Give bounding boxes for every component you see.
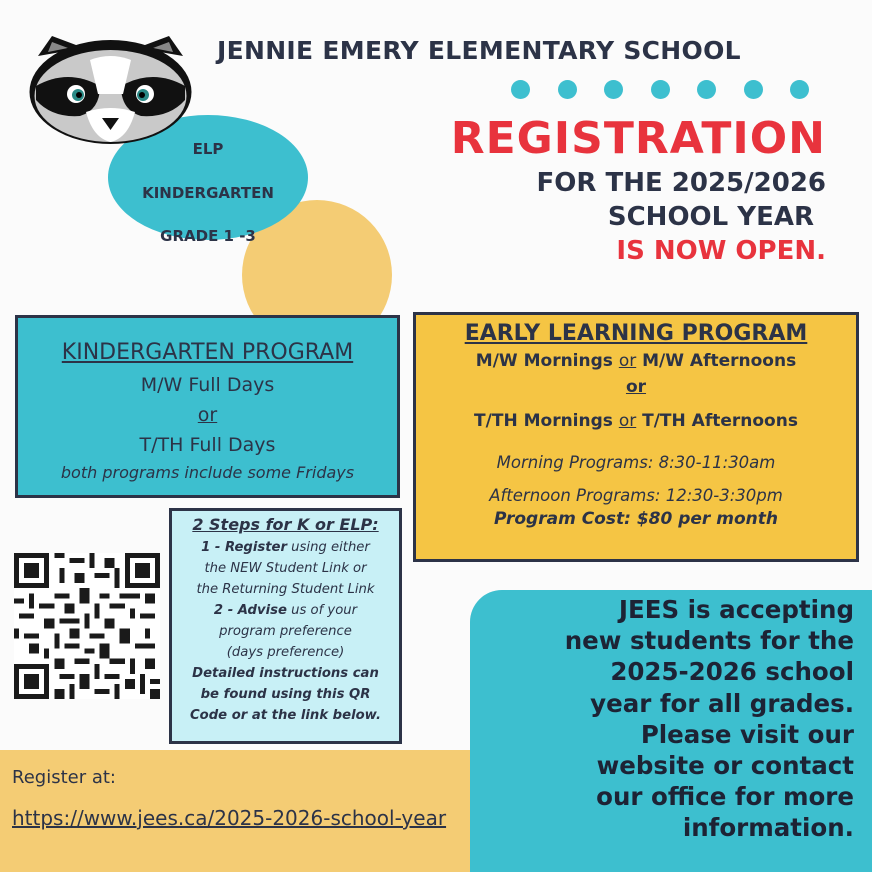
now-open-line: IS NOW OPEN. [616, 236, 826, 266]
registration-steps-box [169, 508, 402, 744]
kindergarten-program-box [15, 315, 400, 498]
oval-item-kindergarten: KINDERGARTEN [142, 184, 274, 202]
details-line-3: Code or at the link below. [190, 708, 381, 723]
step-1-line-3: the Returning Student Link [196, 582, 375, 597]
kindergarten-option-1: M/W Full Days [140, 374, 275, 396]
school-year-line2: SCHOOL YEAR [607, 202, 814, 232]
step-2-line-1: 2 - Advise us of your [213, 603, 358, 618]
elp-afternoon-hours: Afternoon Programs: 12:30-3:30pm [489, 486, 783, 505]
step-1-line-2: the NEW Student Link or [204, 561, 367, 576]
kindergarten-option-2: T/TH Full Days [139, 434, 276, 456]
promo-line: Please visit our [640, 719, 854, 749]
kindergarten-note: both programs include some Fridays [60, 463, 355, 482]
elp-row-2: T/TH Mornings or T/TH Afternoons [474, 411, 798, 431]
elp-title: EARLY LEARNING PROGRAM [464, 321, 808, 346]
step-1-line-1: 1 - Register using either [201, 540, 370, 555]
raccoon-logo-icon [28, 34, 193, 146]
promo-line: JEES is accepting [618, 595, 854, 624]
promo-line: new students for the [564, 626, 854, 656]
oval-item-elp: ELP [192, 140, 224, 158]
registration-link[interactable]: https://www.jees.ca/2025-2026-school-year [12, 806, 447, 830]
school-year-line1: FOR THE 2025/2026 [536, 168, 826, 198]
promo-line: information. [682, 813, 854, 843]
steps-title: 2 Steps for K or ELP: [192, 515, 379, 534]
promo-line: website or contact [596, 751, 854, 781]
kindergarten-title: KINDERGARTEN PROGRAM [61, 340, 354, 365]
promo-text [565, 594, 854, 844]
promo-line: our office for more [596, 782, 854, 812]
elp-program-box [413, 312, 859, 562]
elp-morning-hours: Morning Programs: 8:30-11:30am [496, 453, 776, 472]
step-2-line-2: program preference [219, 624, 352, 639]
qr-code-icon[interactable] [14, 553, 160, 699]
oval-item-grades: GRADE 1 -3 [160, 227, 256, 245]
step-2-line-3: (days preference) [226, 645, 345, 660]
details-line-1: Detailed instructions can [192, 666, 379, 681]
register-label: Register at: [12, 767, 116, 788]
school-name: JENNIE EMERY ELEMENTARY SCHOOL [217, 36, 741, 65]
elp-row-1: M/W Mornings or M/W Afternoons [475, 351, 797, 371]
registration-heading: REGISTRATION [450, 113, 826, 164]
promo-line: 2025-2026 school [610, 657, 854, 687]
decorative-dots [511, 80, 809, 99]
promo-line: year for all grades. [590, 688, 854, 718]
kindergarten-or: or [197, 404, 218, 426]
elp-cost: Program Cost: $80 per month [494, 509, 778, 529]
elp-or: or [625, 377, 647, 397]
details-line-2: be found using this QR [200, 687, 371, 702]
